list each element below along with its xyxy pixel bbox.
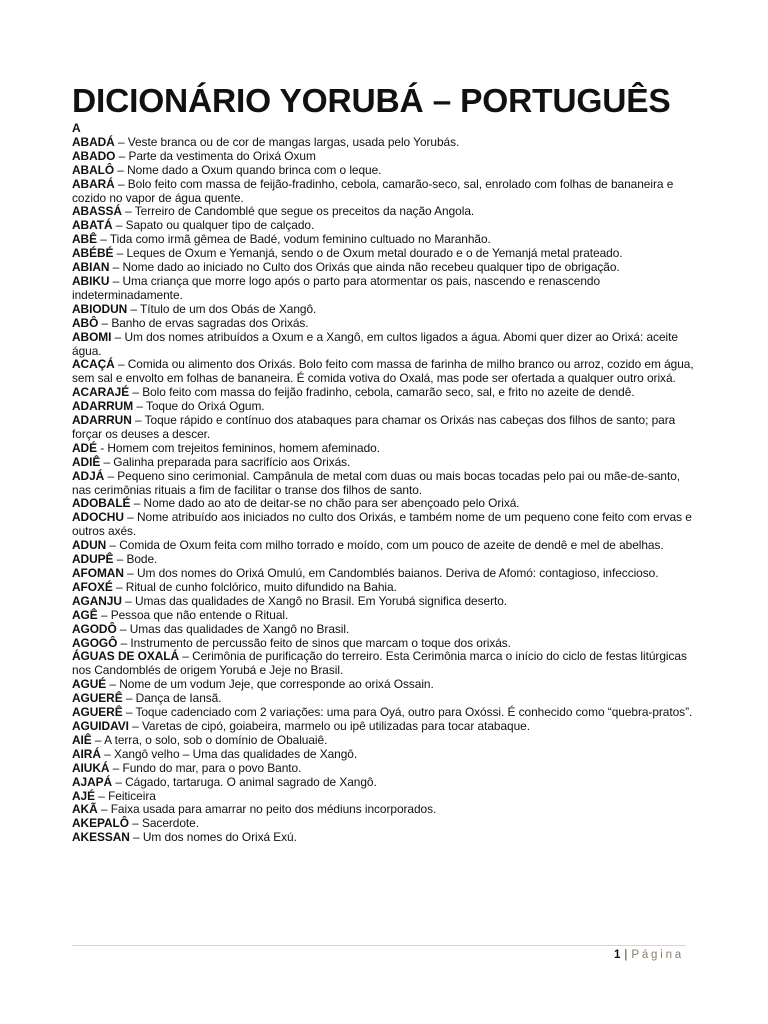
entry-term: ADARRUM (72, 399, 134, 414)
entry-term: AGANJU (72, 593, 122, 608)
entry-term: ADUN (72, 538, 107, 553)
dictionary-entry (72, 595, 696, 609)
entry-definition: Bode. (126, 552, 158, 567)
entry-separator: – (114, 134, 128, 149)
entry-definition: Cágado, tartaruga. O animal sagrado de Xangô. (125, 774, 377, 789)
dictionary-entry (72, 734, 696, 748)
entry-definition: Título de um dos Obás de Xangô. (140, 301, 317, 316)
entry-separator: – (109, 760, 123, 775)
entry-term: ABASSÁ (72, 204, 122, 219)
entry-definition: Faixa usada para amarrar no peito dos médiuns incorporados. (110, 802, 437, 817)
entry-separator: – (94, 788, 109, 803)
entry-definition: Nome dado a Oxum quando brinca com o leque. (127, 162, 382, 177)
entry-definition: Comida de Oxum feita com milho torrado e moído, com um pouco de azeite de dendê e mel de abelhas. (119, 538, 664, 553)
entry-separator: - (96, 440, 108, 455)
dictionary-entry (72, 470, 696, 498)
dictionary-entry (72, 386, 696, 400)
entry-term: AFOXÉ (72, 579, 113, 594)
entry-separator: – (114, 357, 128, 372)
section-letter: A (72, 121, 81, 135)
entry-separator: – (123, 510, 137, 525)
entry-term: ADOBALÉ (72, 496, 131, 511)
entry-term: ADARRUN (72, 413, 132, 428)
entry-term: AKÃ (72, 802, 98, 817)
entry-definition: Cerimônia de purificação do terreiro. Esta Cerimônia marca o início do ciclo de festas litúrgicas nos Candomblés de origem Yorubá e Jeje no Brasil. (72, 649, 687, 678)
entry-term: ABADO (72, 148, 116, 163)
entry-term: ABÉBÉ (72, 246, 114, 261)
entry-separator: – (122, 705, 136, 720)
dictionary-entry (72, 817, 696, 831)
entry-term: AIÊ (72, 732, 92, 747)
dictionary-entry (72, 261, 696, 275)
entry-separator: – (100, 454, 114, 469)
entry-term: ÁGUAS DE OXALÁ (72, 649, 179, 664)
entry-definition: Bolo feito com massa do feijão fradinho, cebola, camarão seco, sal, e frito no azeite de dendê. (142, 385, 635, 400)
dictionary-entry (72, 650, 696, 678)
dictionary-entry (72, 748, 696, 762)
entry-separator: – (104, 468, 118, 483)
entry-definition: Sacerdote. (141, 816, 199, 831)
entry-separator: – (116, 621, 130, 636)
dictionary-entry (72, 136, 696, 150)
entry-separator: – (122, 691, 136, 706)
dictionary-entry (72, 497, 696, 511)
entry-separator: – (130, 496, 144, 511)
entry-term: AIRÁ (72, 746, 101, 761)
dictionary-entry (72, 511, 696, 539)
footer-divider (72, 945, 686, 946)
entry-term: ACARAJÉ (72, 385, 130, 400)
entry-term: AGUIDAVI (72, 718, 129, 733)
entry-term: ABÔ (72, 315, 99, 330)
entry-term: AFOMAN (72, 566, 124, 580)
dictionary-entry (72, 762, 696, 776)
dictionary-entry (72, 178, 696, 206)
entry-definition: Um dos nomes do Orixá Omulú, em Candomblés baianos. Deriva de Afomó: contagioso, infeccioso. (136, 566, 659, 580)
entry-separator: – (131, 413, 145, 428)
entry-list (72, 136, 696, 845)
entry-term: ABIKU (72, 273, 110, 288)
entry-definition: Tida como irmã gêmea de Badé, vodum feminino cultuado no Maranhão. (109, 232, 491, 247)
entry-separator: – (97, 607, 111, 622)
entry-separator: – (128, 816, 142, 831)
entry-separator: – (178, 649, 193, 664)
entry-definition: Veste branca ou de cor de mangas largas, usada pelo Yorubás. (127, 134, 460, 149)
entry-separator: – (109, 260, 123, 275)
dictionary-entry (72, 706, 696, 720)
entry-definition: Dança de Iansã. (135, 691, 222, 706)
dictionary-entry (72, 692, 696, 706)
dictionary-entry (72, 331, 696, 359)
entry-definition: A terra, o solo, sob o domínio de Obaluaiê. (104, 732, 328, 747)
page-word: Página (631, 949, 684, 961)
dictionary-entry (72, 831, 696, 845)
dictionary-entry (72, 303, 696, 317)
entry-separator: – (113, 246, 127, 261)
entry-separator: – (115, 148, 129, 163)
dictionary-entry (72, 414, 696, 442)
entry-term: AGUÉ (72, 677, 107, 692)
entry-term: ABÊ (72, 232, 97, 247)
entry-term: ABOMI (72, 329, 112, 344)
entry-definition: Bolo feito com massa de feijão-fradinho, cebola, camarão-seco, sal, enrolado com folhas de bananeira e cozido no vapor de água quente. (72, 176, 674, 205)
entry-definition: Banho de ervas sagradas dos Orixás. (111, 315, 309, 330)
page-number: 1 (613, 949, 621, 961)
dictionary-entry (72, 456, 696, 470)
entry-separator: – (114, 176, 128, 191)
dictionary-entry (72, 400, 696, 414)
dictionary-entry (72, 623, 696, 637)
dictionary-entry (72, 150, 696, 164)
entry-separator: – (121, 593, 135, 608)
entry-term: ACAÇÁ (72, 357, 115, 372)
entry-definition: Umas das qualidades de Xangô no Brasil. Em Yorubá significa deserto. (135, 593, 508, 608)
entry-definition: Parte da vestimenta do Orixá Oxum (128, 148, 316, 163)
entry-separator: – (106, 538, 120, 553)
entry-separator: – (129, 385, 143, 400)
entry-term: AKEPALÔ (72, 816, 129, 831)
entry-definition: Um dos nomes atribuídos a Oxum e a Xangô, em cultos ligados a água. Abomi quer dizer ao Orixá: aceite água. (72, 329, 678, 358)
entry-term: ABADÁ (72, 134, 115, 149)
entry-definition: Ritual de cunho folclórico, muito difundido na Bahia. (125, 579, 397, 594)
page-footer (614, 949, 684, 961)
entry-term: ABARÁ (72, 176, 115, 191)
entry-separator: – (123, 566, 137, 580)
entry-term: AGOGÔ (72, 635, 118, 650)
entry-term: ADÉ (72, 440, 97, 455)
entry-definition: Instrumento de percussão feito de sinos que marcam o toque dos orixás. (130, 635, 511, 650)
entry-definition: Uma criança que morre logo após o parto para atormentar os pais, nascendo e renascendo indeterminadamente. (72, 273, 601, 302)
dictionary-entry (72, 442, 696, 456)
entry-term: ABIAN (72, 260, 110, 275)
entry-definition: Fundo do mar, para o povo Banto. (122, 760, 302, 775)
entry-separator: – (111, 329, 125, 344)
entry-definition: Sapato ou qualquer tipo de calçado. (125, 218, 315, 233)
footer-separator: | (624, 949, 628, 961)
entry-term: AGUERÊ (72, 705, 123, 720)
entry-definition: Nome de um vodum Jeje, que corresponde ao orixá Ossain. (119, 677, 434, 692)
entry-term: ABALÔ (72, 162, 115, 177)
entry-separator: – (112, 579, 126, 594)
entry-definition: Homem com trejeitos femininos, homem afeminado. (107, 440, 380, 455)
entry-term: AJÉ (72, 788, 95, 803)
entry-definition: Pequeno sino cerimonial. Campânula de metal com duas ou mais bocas tocadas pelo pai ou mãe-de-santo, nas cerimônias rituais a fim de facilitar o transe dos filhos de santo. (72, 468, 681, 497)
dictionary-entry (72, 275, 696, 303)
entry-definition: Umas das qualidades de Xangô no Brasil. (129, 621, 350, 636)
entry-term: ABATÁ (72, 218, 113, 233)
entry-separator: – (98, 315, 112, 330)
document-page (72, 82, 696, 845)
entry-term: AKESSAN (72, 830, 130, 845)
entry-definition: Varetas de cipó, goiabeira, marmelo ou ipê utilizadas para tocar atabaque. (141, 718, 530, 733)
entry-term: AGÊ (72, 607, 98, 622)
entry-term: AGODÔ (72, 621, 117, 636)
dictionary-entry (72, 553, 696, 567)
entry-separator: – (100, 746, 114, 761)
dictionary-entry (72, 567, 696, 581)
entry-separator: – (96, 232, 110, 247)
entry-separator: – (112, 774, 126, 789)
entry-term: ADUPÊ (72, 552, 114, 567)
entry-definition: Pessoa que não entende o Ritual. (110, 607, 289, 622)
entry-separator: – (106, 677, 120, 692)
entry-definition: Toque cadenciado com 2 variações: uma para Oyá, outro para Oxóssi. É conhecido como “quebra-pratos”. (135, 705, 693, 720)
entry-term: ADJÁ (72, 468, 105, 483)
dictionary-entry (72, 164, 696, 178)
entry-definition: Um dos nomes do Orixá Exú. (142, 830, 297, 845)
entry-definition: Comida ou alimento dos Orixás. Bolo feito com massa de farinha de milho branco ou arroz, cozido em água, sem sal e envolto em folhas de bananeira. É comida votiva do Oxalá, mas pode ser ofertada a qualquer outro orixá. (72, 357, 694, 386)
dictionary-entry (72, 720, 696, 734)
dictionary-entry (72, 581, 696, 595)
entry-separator: – (113, 552, 127, 567)
entry-definition: Toque rápido e contínuo dos atabaques para chamar os Orixás nas cabeças dos filhos de santo; para forçar os deuses a descer. (72, 413, 676, 441)
entry-definition: Toque do Orixá Ogum. (145, 399, 265, 414)
entry-term: AGUERÊ (72, 691, 123, 706)
entry-separator: – (117, 635, 131, 650)
entry-definition: Nome dado ao iniciado no Culto dos Orixás que ainda não recebeu qualquer tipo de obrigação. (122, 260, 620, 275)
entry-term: ADOCHU (72, 510, 124, 525)
entry-separator: – (109, 273, 123, 288)
entry-definition: Terreiro de Candomblé que segue os preceitos da nação Angola. (134, 204, 475, 219)
document-title: DICIONÁRIO YORUBÁ – PORTUGUÊS (72, 83, 671, 120)
entry-separator: – (112, 218, 126, 233)
entry-term: AIUKÁ (72, 760, 110, 775)
dictionary-entry (72, 609, 696, 623)
entry-separator: – (114, 162, 128, 177)
entry-term: AJAPÁ (72, 774, 113, 789)
dictionary-entry (72, 247, 696, 261)
entry-separator: – (127, 301, 140, 316)
entry-definition: Galinha preparada para sacrifício aos Orixás. (113, 454, 351, 469)
dictionary-entry (72, 317, 696, 331)
entry-term: ADIÊ (72, 454, 101, 469)
entry-separator: – (128, 718, 142, 733)
entry-separator: – (97, 802, 111, 817)
entry-term: ABIODUN (72, 301, 128, 316)
entry-separator: – (133, 399, 146, 414)
entry-definition: Leques de Oxum e Yemanjá, sendo o de Oxum metal dourado e o de Yemanjá metal prateado. (126, 246, 623, 261)
entry-separator: – (91, 732, 105, 747)
dictionary-entry (72, 776, 696, 790)
dictionary-entry (72, 358, 696, 386)
entry-definition: Xangô velho – Uma das qualidades de Xangô. (113, 746, 358, 761)
entry-definition: Nome dado ao ato de deitar-se no chão para ser abençoado pelo Orixá. (143, 496, 520, 511)
entry-definition: Nome atribuído aos iniciados no culto dos Orixás, e também nome de um pequeno cone feito com ervas e outros axés. (72, 510, 692, 539)
entry-separator: – (129, 830, 143, 845)
entry-separator: – (121, 204, 135, 219)
entry-definition: Feiticeira (108, 788, 156, 803)
dictionary-entry (72, 539, 696, 553)
